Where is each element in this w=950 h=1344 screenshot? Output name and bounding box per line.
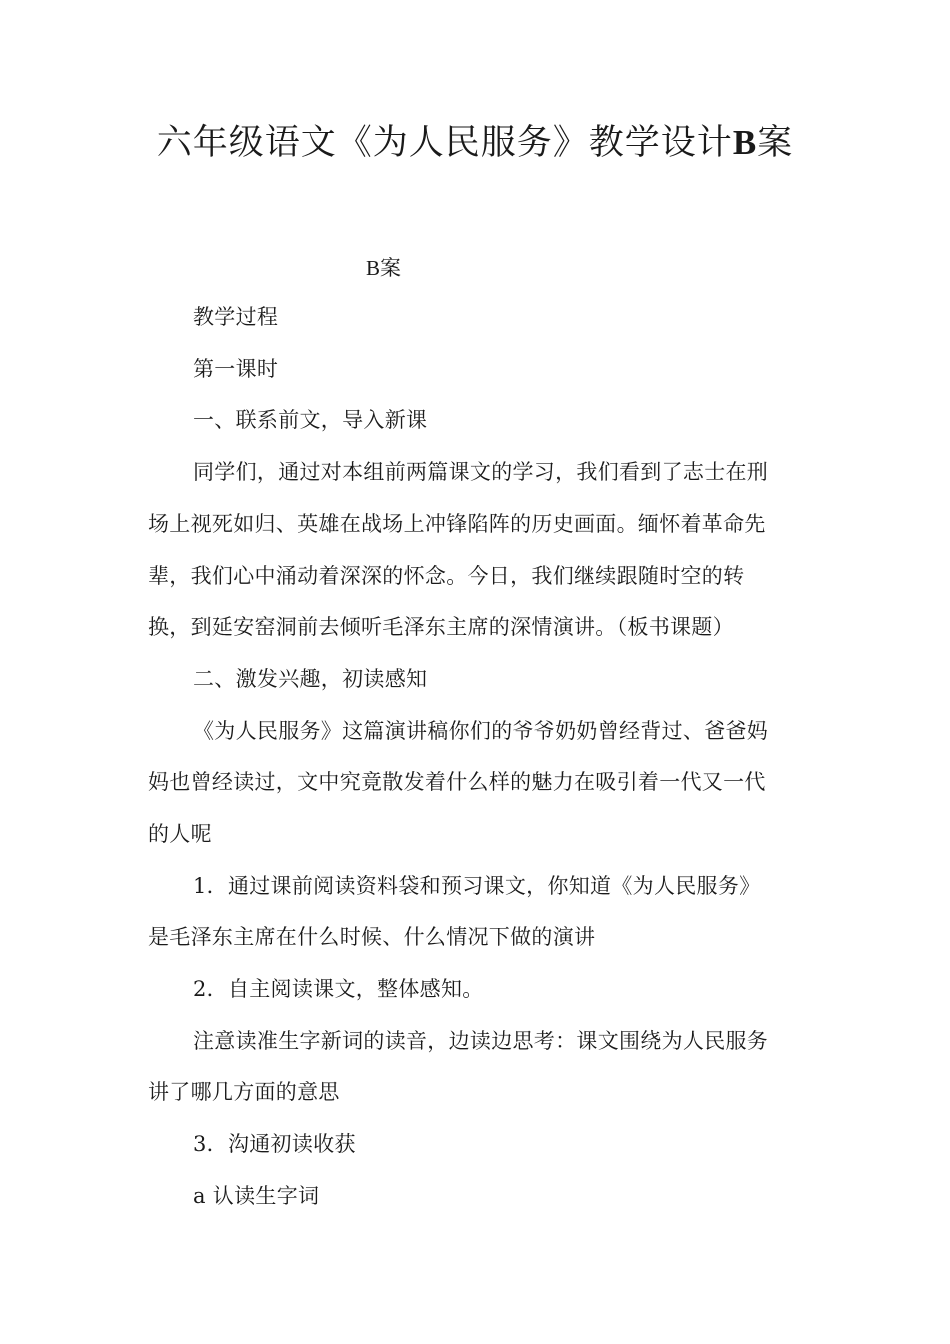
- document-title: [0, 118, 950, 168]
- paragraph-line: 是毛泽东主席在什么时候、什么情况下做的演讲: [148, 925, 596, 949]
- step-heading-2: 二、激发兴趣，初读感知: [193, 667, 428, 691]
- step-heading-1: 一、联系前文，导入新课: [193, 408, 428, 432]
- paragraph-line: 换，到延安窑洞前去倾听毛泽东主席的深情演讲。（板书课题）: [148, 615, 734, 639]
- sub-item-a: a 认读生字词: [193, 1184, 320, 1208]
- paragraph-line: 讲了哪几方面的意思: [148, 1080, 340, 1104]
- section-heading-process: 教学过程: [193, 305, 279, 329]
- paragraph-line: 的人呢: [148, 822, 212, 846]
- plan-label: [366, 254, 401, 282]
- paragraph-line: 辈，我们心中涌动着深深的怀念。今日，我们继续跟随时空的转: [148, 564, 745, 588]
- paragraph-line: 同学们，通过对本组前两篇课文的学习，我们看到了志士在刑: [193, 460, 769, 484]
- paragraph-line: 《为人民服务》这篇演讲稿你们的爷爷奶奶曾经背过、爸爸妈: [193, 719, 769, 743]
- title-text: 六年级语文《为人民服务》教学设计: [156, 123, 733, 163]
- title-suffix: 案: [757, 123, 794, 163]
- list-item-3: 3．沟通初读收获: [193, 1132, 356, 1156]
- list-item-1: 1．通过课前阅读资料袋和预习课文，你知道《为人民服务》: [193, 874, 761, 898]
- plan-suffix: 案: [380, 256, 402, 280]
- title-letter: B: [732, 123, 758, 162]
- paragraph-line: 妈也曾经读过，文中究竟散发着什么样的魅力在吸引着一代又一代: [148, 770, 766, 794]
- lesson-heading: 第一课时: [193, 357, 279, 381]
- list-item-2: 2．自主阅读课文，整体感知。: [193, 977, 484, 1001]
- paragraph-line: 注意读准生字新词的读音，边读边思考：课文围绕为人民服务: [193, 1029, 769, 1053]
- paragraph-line: 场上视死如归、英雄在战场上冲锋陷阵的历史画面。缅怀着革命先: [148, 512, 766, 536]
- plan-letter: B: [366, 256, 381, 280]
